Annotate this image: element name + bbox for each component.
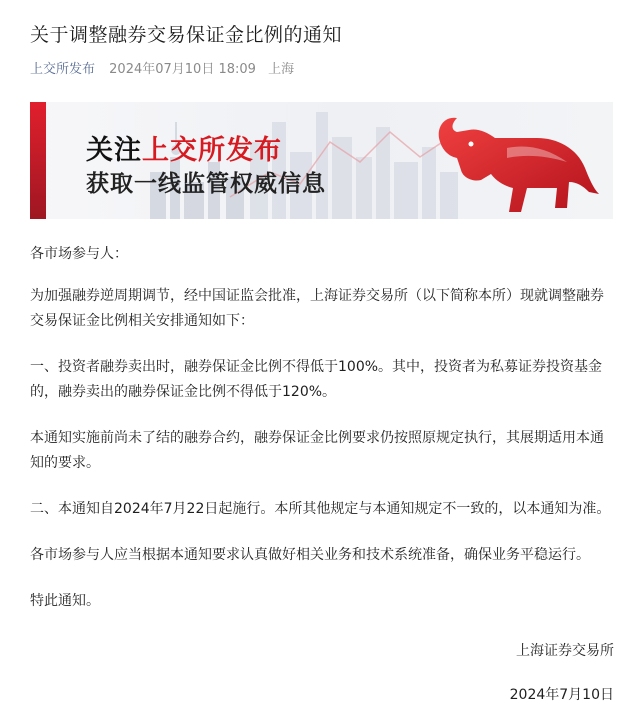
salutation: 各市场参与人： [30,246,128,262]
source-account-link[interactable]: 上交所发布 [30,62,96,77]
banner-headline-prefix: 关注 [86,135,142,166]
publish-location: 上海 [268,62,295,77]
banner-headline-highlight: 上交所发布 [142,135,282,166]
banner-accent-bar [30,102,46,219]
publish-datetime: 2024年07月10日 18:09 [109,62,256,77]
promo-banner [30,102,613,219]
paragraph: 一、投资者融券卖出时，融券保证金比例不得低于100%。其中，投资者为私募证券投资基金的，融券卖出的融券保证金比例不得低于120%。 [30,359,603,400]
banner-headline [86,128,282,167]
banner-subheadline: 获取一线监管权威信息 [86,171,326,197]
paragraph: 为加强融券逆周期调节，经中国证监会批准，上海证券交易所（以下简称本所）现就调整融券交易保证金比例相关安排通知如下： [30,288,604,329]
paragraph: 特此通知。 [30,593,100,609]
paragraph: 各市场参与人应当根据本通知要求认真做好相关业务和技术系统准备，确保业务平稳运行。 [30,547,590,563]
article-title: 关于调整融券交易保证金比例的通知 [30,24,343,46]
bull-icon [417,108,607,216]
paragraph: 本通知实施前尚未了结的融券合约，融券保证金比例要求仍按照原规定执行，其展期适用本通知的要求。 [30,430,604,471]
paragraph: 二、本通知自2024年7月22日起施行。本所其他规定与本通知规定不一致的，以本通知为准。 [30,501,611,517]
article-body [30,242,612,635]
sign-date: 2024年7月10日 [509,687,614,703]
article-meta [30,58,302,77]
signer: 上海证券交易所 [516,643,614,659]
